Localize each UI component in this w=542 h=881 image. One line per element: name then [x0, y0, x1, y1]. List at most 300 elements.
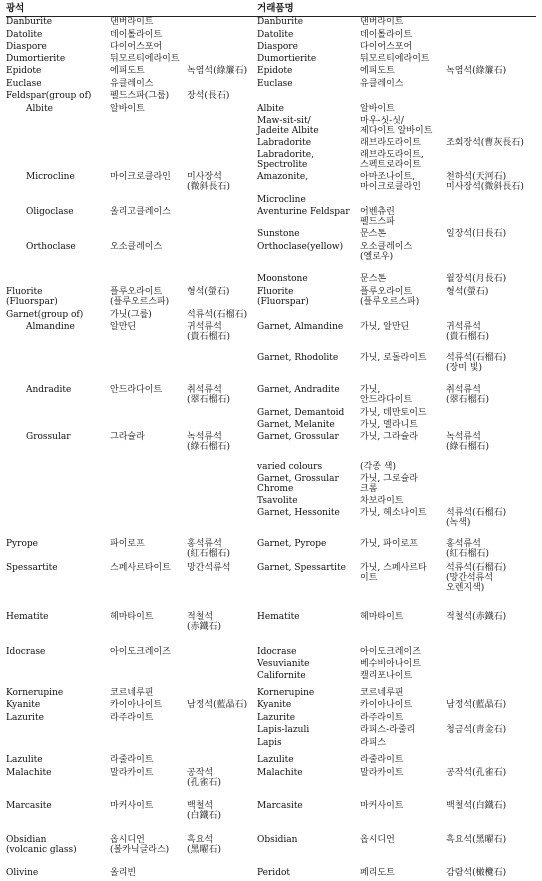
trade-chinese-name — [446, 116, 536, 138]
table-row — [6, 725, 536, 738]
mineral-korean-name — [110, 138, 187, 150]
mineral-chinese-name: 미사장석 (微斜長石) — [187, 171, 231, 192]
trade-name: Diaspore — [257, 41, 298, 52]
mineral-chinese-name — [187, 150, 257, 172]
mineral-korean-name: 데이톨라이트 — [110, 29, 163, 40]
table-row — [6, 54, 536, 66]
mineral-korean-name: 알만딘 — [110, 321, 137, 332]
trade-korean-name: 어벤츄린 펠드스파 — [360, 206, 395, 227]
trade-korean-name: 문스톤 — [360, 273, 387, 284]
mineral-korean-name — [110, 508, 187, 539]
trade-korean-name — [360, 195, 446, 207]
trade-chinese-name — [446, 150, 536, 172]
trade-korean-name: 아이도크레이즈 — [360, 646, 421, 657]
mineral-chinese-name — [187, 713, 257, 725]
trade-name: Marcasite — [257, 800, 303, 811]
trade-name: varied colours — [257, 461, 323, 472]
mineral-name — [6, 671, 110, 688]
trade-korean-name: 에피도트 — [360, 65, 395, 76]
mineral-chinese-name: 망간석류석 — [187, 562, 231, 573]
mineral-chinese-name — [187, 671, 257, 688]
trade-korean-name: 베수비아나이트 — [360, 658, 421, 669]
trade-name: Garnet, Grossular — [257, 431, 339, 442]
trade-korean-name — [360, 310, 446, 322]
mineral-name: Obsidian (volcanic glass) — [6, 834, 77, 855]
table-row — [6, 659, 536, 671]
table-row — [6, 496, 536, 508]
trade-korean-name: 라줄라이트 — [360, 754, 404, 765]
mineral-korean-name: 헤마타이트 — [110, 611, 154, 622]
trade-korean-name: 마커사이트 — [360, 800, 404, 811]
trade-korean-name: 다이어스포어 — [360, 41, 413, 52]
trade-chinese-name — [446, 79, 536, 91]
mineral-chinese-name — [187, 474, 257, 496]
mineral-chinese-name: 공작석 (孔雀石) — [187, 767, 222, 788]
table-row — [6, 700, 536, 713]
trade-korean-name: 가닛, 알만딘 — [360, 321, 410, 332]
mineral-chinese-name — [187, 79, 257, 91]
mineral-chinese-name — [187, 647, 257, 659]
trade-korean-name: 가닛, 안드라다이트 — [360, 384, 413, 405]
trade-korean-name: 옵시디언 — [360, 834, 395, 845]
mineral-name — [6, 116, 110, 138]
trade-name: Garnet, Almandine — [257, 321, 344, 332]
trade-chinese-name: 월장석(月長石) — [446, 273, 507, 284]
trade-korean-name: 아마조나이트, 마이크로클라인 — [360, 171, 421, 192]
mineral-name: Pyrope — [6, 538, 38, 549]
trade-korean-name: 가닛, 로돌라이트 — [360, 352, 427, 363]
trade-chinese-name: 형석(螢石) — [446, 286, 489, 297]
table-row — [6, 563, 536, 612]
mineral-korean-name — [110, 116, 187, 138]
mineral-name — [6, 508, 110, 539]
mineral-korean-name: 뒤모르티에라이트 — [110, 53, 180, 64]
table-row — [6, 420, 536, 432]
trade-korean-name: 카이아나이트 — [360, 699, 413, 710]
mineral-name — [6, 738, 110, 755]
table-row — [6, 688, 536, 700]
trade-chinese-name: 녹석류석 (綠石榴石) — [446, 431, 490, 452]
trade-name-header: 거래품명 — [257, 4, 536, 17]
trade-chinese-name — [446, 738, 536, 755]
trade-korean-name: 라피스-라줄리 — [360, 724, 416, 735]
table-row — [6, 287, 536, 310]
mineral-chinese-name — [187, 408, 257, 420]
mineral-chinese-name: 남정석(藍晶石) — [187, 699, 248, 710]
mineral-chinese-name — [187, 508, 257, 539]
mineral-name — [6, 659, 110, 671]
table-row — [6, 242, 536, 274]
trade-chinese-name: 흑요석(黑曜石) — [446, 834, 507, 845]
trade-chinese-name: 녹염석(綠簾石) — [446, 65, 507, 76]
trade-korean-name: 가닛, 멜라니트 — [360, 419, 418, 430]
mineral-name: Olivine — [6, 867, 39, 878]
trade-korean-name: 가닛, 스페사르타 이트 — [360, 562, 427, 583]
trade-chinese-name: 청금석(靑金石) — [446, 724, 507, 735]
mineral-chinese-name — [187, 688, 257, 700]
mineral-name: Kyanite — [6, 699, 41, 710]
mineral-korean-name — [110, 274, 187, 287]
table-row — [6, 172, 536, 195]
trade-name: Peridot — [257, 867, 290, 878]
mineral-korean-name: 오소클레이스 — [110, 241, 163, 252]
table-row — [6, 539, 536, 563]
mineral-korean-name: 말라카이트 — [110, 767, 154, 778]
mineral-chinese-name — [187, 274, 257, 287]
table-row — [6, 462, 536, 474]
table-row — [6, 713, 536, 725]
trade-name: Garnet, Pyrope — [257, 538, 327, 549]
mineral-korean-name: 마이크로클라인 — [110, 171, 171, 182]
mineral-chinese-name — [187, 54, 257, 66]
mineral-name: Andradite — [26, 384, 72, 395]
trade-name: Lapis — [257, 737, 282, 748]
trade-chinese-name — [446, 54, 536, 66]
mineral-name — [6, 229, 110, 242]
mineral-name: Microcline — [26, 171, 75, 182]
mineral-name: Almandine — [26, 321, 75, 332]
trade-korean-name: 데이톨라이트 — [360, 29, 413, 40]
trade-name: Albite — [257, 103, 284, 114]
mineral-name: Idocrase — [6, 646, 46, 657]
trade-chinese-name — [446, 462, 536, 474]
table-row — [6, 647, 536, 659]
trade-korean-name: 말라카이트 — [360, 767, 404, 778]
trade-chinese-name — [446, 30, 536, 42]
mineral-name — [6, 420, 110, 432]
table-row — [6, 195, 536, 207]
trade-name — [257, 91, 360, 104]
table-row — [6, 30, 536, 42]
trade-korean-name: 라피스 — [360, 737, 387, 748]
mineral-chinese-name: 홍석류석 (紅石榴石) — [187, 538, 231, 559]
trade-chinese-name — [446, 713, 536, 725]
trade-name: Obsidian — [257, 834, 298, 845]
table-row — [6, 116, 536, 138]
mineral-name: Malachite — [6, 767, 52, 778]
table-row — [6, 322, 536, 353]
trade-name: Amazonite, — [257, 171, 309, 182]
trade-name: Hematite — [257, 611, 300, 622]
mineral-chinese-name: 취석류석 (翠石榴石) — [187, 384, 231, 405]
mineral-chinese-name — [187, 104, 257, 116]
trade-chinese-name — [446, 17, 536, 30]
mineral-chinese-name — [187, 42, 257, 54]
mineral-korean-name — [110, 659, 187, 671]
mineral-name: Kornerupine — [6, 687, 64, 698]
trade-name: Aventurine Feldspar — [257, 206, 350, 217]
mineral-korean-name — [110, 229, 187, 242]
trade-name: Euclase — [257, 78, 293, 89]
trade-chinese-name — [446, 207, 536, 229]
trade-chinese-name: 공작석(孔雀石) — [446, 767, 507, 778]
mineral-name: Hematite — [6, 611, 49, 622]
table-row — [6, 79, 536, 91]
mineral-name — [6, 274, 110, 287]
trade-name: Microcline — [257, 194, 306, 205]
mineral-chinese-name: 석류석(石榴石) — [187, 309, 248, 320]
mineral-chinese-name — [187, 229, 257, 242]
mineral-name — [6, 138, 110, 150]
table-row — [6, 868, 536, 881]
trade-korean-name: 가닛, 그로슐라 크롬 — [360, 473, 418, 494]
trade-chinese-name — [446, 91, 536, 104]
table-row — [6, 138, 536, 150]
trade-name: Garnet, Spessartite — [257, 562, 346, 573]
trade-korean-name: 래브라도라이트, 스펙트로라이트 — [360, 149, 424, 170]
trade-name: Malachite — [257, 767, 303, 778]
mineral-korean-name: 카이아나이트 — [110, 699, 163, 710]
mineral-korean-name — [110, 738, 187, 755]
trade-name: Lazurite — [257, 712, 296, 723]
mineral-korean-name: 라줄라이트 — [110, 754, 154, 765]
trade-korean-name: 문스톤 — [360, 228, 387, 239]
table-row — [6, 66, 536, 79]
trade-chinese-name — [446, 659, 536, 671]
trade-chinese-name: 귀석류석 (貴石榴石) — [446, 321, 490, 342]
trade-name: Epidote — [257, 65, 293, 76]
mineral-name — [6, 150, 110, 172]
mineral-korean-name: 펠드스파(그룹) — [110, 90, 170, 101]
table-row — [6, 91, 536, 104]
trade-name: Vesuvianite — [257, 658, 310, 669]
trade-korean-name: 댄버라이트 — [360, 17, 404, 27]
mineral-name: Lazulite — [6, 754, 43, 765]
trade-name: Tsavolite — [257, 495, 298, 506]
trade-name: Californite — [257, 670, 306, 681]
mineral-korean-name: 파이로프 — [110, 538, 145, 549]
mineral-name — [6, 725, 110, 738]
mineral-chinese-name — [187, 242, 257, 274]
mineral-chinese-name — [187, 868, 257, 881]
table-row — [6, 768, 536, 801]
mineral-korean-name: 마커사이트 — [110, 800, 154, 811]
mineral-chinese-name — [187, 738, 257, 755]
table-row — [6, 104, 536, 116]
mineral-korean-name: 아이도크레이즈 — [110, 646, 171, 657]
trade-name: Maw-sit-sit/ Jadeite Albite — [257, 115, 319, 136]
table-row — [6, 150, 536, 172]
mineral-korean-name: 스페사르타이트 — [110, 562, 171, 573]
mineral-chinese-name: 백철석 (白鐵石) — [187, 800, 222, 821]
mineral-korean-name: 유클레이스 — [110, 78, 154, 89]
mineral-korean-name: 알바이트 — [110, 103, 145, 114]
mineral-chinese-name — [187, 195, 257, 207]
trade-name: Moonstone — [257, 273, 308, 284]
mineral-name: Oligoclase — [26, 206, 74, 217]
mineral-name: Grossular — [26, 431, 71, 442]
table-row — [6, 612, 536, 647]
trade-chinese-name — [446, 647, 536, 659]
trade-korean-name: (각종 색) — [360, 461, 396, 472]
table-row — [6, 801, 536, 835]
trade-korean-name: 라주라이트 — [360, 712, 404, 723]
mineral-header: 광석 — [6, 4, 257, 17]
mineral-name — [6, 496, 110, 508]
trade-chinese-name — [446, 688, 536, 700]
mineral-chinese-name — [187, 659, 257, 671]
trade-korean-name: 캘리포나이트 — [360, 670, 413, 681]
trade-name: Kyanite — [257, 699, 292, 710]
mineral-korean-name: 에피도트 — [110, 65, 145, 76]
trade-chinese-name: 취석류석 (翠石榴石) — [446, 384, 490, 405]
trade-name: Sunstone — [257, 228, 300, 239]
table-row — [6, 353, 536, 385]
mineral-korean-name: 옵시디언 (볼카닉글라스) — [110, 834, 170, 855]
trade-name: Labradorite — [257, 137, 312, 148]
mineral-name: Albite — [26, 103, 53, 114]
mineral-korean-name: 안드라다이트 — [110, 384, 163, 395]
trade-chinese-name — [446, 195, 536, 207]
trade-korean-name: 유클레이스 — [360, 78, 404, 89]
mineral-name — [6, 353, 110, 385]
mineral-chinese-name — [187, 17, 257, 30]
trade-korean-name: 가닛, 파이로프 — [360, 538, 418, 549]
mineral-korean-name: 그라슐라 — [110, 431, 145, 442]
table-row — [6, 408, 536, 420]
trade-korean-name: 뒤모르티에라이트 — [360, 53, 430, 64]
mineral-korean-name: 가닛(그룹) — [110, 309, 152, 320]
mineral-chinese-name — [187, 462, 257, 474]
trade-korean-name: 마우-싯-싯/ 제다이트 알바이트 — [360, 115, 433, 136]
mineral-korean-name: 코르네루핀 — [110, 687, 154, 698]
mineral-name: Orthoclase — [26, 241, 76, 252]
mineral-korean-name — [110, 462, 187, 474]
trade-chinese-name: 석류석(石榴石) (녹색) — [446, 507, 507, 528]
mineral-name: Lazurite — [6, 712, 45, 723]
mineral-chinese-name: 녹석류석 (綠石榴石) — [187, 431, 231, 452]
table-row — [6, 229, 536, 242]
mineral-chinese-name — [187, 30, 257, 42]
gemstone-name-table — [6, 4, 536, 881]
mineral-chinese-name: 적철석 (赤鐵石) — [187, 611, 222, 632]
trade-chinese-name — [446, 104, 536, 116]
trade-korean-name: 알바이트 — [360, 103, 395, 114]
trade-name: Labradorite, Spectrolite — [257, 149, 314, 170]
mineral-name: Euclase — [6, 78, 42, 89]
mineral-chinese-name: 녹염석(綠簾石) — [187, 65, 248, 76]
trade-chinese-name: 석류석(石榴石) (망간석류석 오렌지색) — [446, 562, 507, 593]
mineral-chinese-name — [187, 420, 257, 432]
trade-name: Lazulite — [257, 754, 294, 765]
mineral-chinese-name — [187, 207, 257, 229]
trade-name: Kornerupine — [257, 687, 315, 698]
trade-name: Fluorite (Fluorspar) — [257, 286, 309, 307]
mineral-korean-name: 라주라이트 — [110, 712, 154, 723]
table-row — [6, 310, 536, 322]
table-row — [6, 207, 536, 229]
trade-chinese-name — [446, 242, 536, 274]
mineral-name: Dumortierite — [6, 53, 66, 64]
table-body — [6, 17, 536, 881]
table-row — [6, 17, 536, 30]
mineral-korean-name — [110, 420, 187, 432]
trade-korean-name: 가닛, 그라슐라 — [360, 431, 418, 442]
table-row — [6, 508, 536, 539]
mineral-korean-name: 다이어스포어 — [110, 41, 163, 52]
mineral-chinese-name — [187, 116, 257, 138]
mineral-name: Diaspore — [6, 41, 47, 52]
table-row — [6, 385, 536, 408]
trade-chinese-name: 천하석(天河石) 미사장석(微斜長石) — [446, 171, 524, 192]
trade-name: Dumortierite — [257, 53, 317, 64]
table-row — [6, 274, 536, 287]
mineral-korean-name — [110, 725, 187, 738]
table-row — [6, 835, 536, 868]
trade-name: Garnet, Melanite — [257, 419, 335, 430]
mineral-korean-name — [110, 474, 187, 496]
trade-chinese-name — [446, 496, 536, 508]
mineral-korean-name — [110, 195, 187, 207]
mineral-korean-name: 올리고클레이스 — [110, 206, 171, 217]
mineral-name: Marcasite — [6, 800, 52, 811]
trade-name: Datolite — [257, 29, 294, 40]
trade-korean-name: 헤마타이트 — [360, 611, 404, 622]
mineral-chinese-name: 귀석류석 (貴石榴石) — [187, 321, 231, 342]
trade-chinese-name: 남정석(藍晶石) — [446, 699, 507, 710]
mineral-name — [6, 408, 110, 420]
trade-name — [257, 310, 360, 322]
trade-chinese-name: 백철석(白鐵石) — [446, 800, 507, 811]
trade-chinese-name: 감람석(橄欖石) — [446, 867, 507, 878]
trade-chinese-name: 일장석(日長石) — [446, 228, 507, 239]
trade-korean-name: 래브라도라이트 — [360, 137, 421, 148]
trade-chinese-name: 조회장석(曹灰長石) — [446, 137, 524, 148]
mineral-chinese-name — [187, 755, 257, 768]
trade-name: Garnet, Andradite — [257, 384, 340, 395]
mineral-name: Feldspar(group of) — [6, 90, 92, 101]
mineral-korean-name — [110, 353, 187, 385]
header-row — [6, 4, 536, 17]
trade-chinese-name: 석류석(石榴石) (장미 빛) — [446, 352, 507, 373]
trade-chinese-name — [446, 474, 536, 496]
trade-korean-name: 코르네루핀 — [360, 687, 404, 698]
trade-chinese-name — [446, 310, 536, 322]
mineral-chinese-name — [187, 496, 257, 508]
mineral-name: Epidote — [6, 65, 42, 76]
trade-name: Idocrase — [257, 646, 297, 657]
mineral-korean-name: 댄버라이트 — [110, 17, 154, 27]
trade-chinese-name — [446, 420, 536, 432]
mineral-name: Garnet(group of) — [6, 309, 84, 320]
trade-name: Garnet, Rhodolite — [257, 352, 339, 363]
mineral-name: Fluorite (Fluorspar) — [6, 286, 58, 307]
trade-chinese-name — [446, 42, 536, 54]
mineral-korean-name — [110, 408, 187, 420]
trade-korean-name: 차보라이트 — [360, 495, 404, 506]
table-row — [6, 755, 536, 768]
trade-name: Garnet, Grossular Chrome — [257, 473, 339, 494]
mineral-chinese-name — [187, 725, 257, 738]
trade-chinese-name — [446, 408, 536, 420]
trade-chinese-name: 적철석(赤鐵石) — [446, 611, 507, 622]
trade-name: Orthoclase(yellow) — [257, 241, 344, 252]
trade-korean-name: 가닛, 데만토이드 — [360, 407, 427, 418]
table-row — [6, 738, 536, 755]
mineral-chinese-name: 형석(螢石) — [187, 286, 230, 297]
trade-name: Danburite — [257, 17, 304, 27]
table-row — [6, 42, 536, 54]
mineral-chinese-name: 흑요석 (黑曜石) — [187, 834, 222, 855]
mineral-name: Datolite — [6, 29, 43, 40]
trade-korean-name: 가닛, 헤소나이트 — [360, 507, 427, 518]
table-row — [6, 432, 536, 462]
mineral-name — [6, 195, 110, 207]
trade-korean-name — [360, 91, 446, 104]
trade-name: Garnet, Hessonite — [257, 507, 340, 518]
mineral-name: Spessartite — [6, 562, 58, 573]
trade-korean-name: 페리도트 — [360, 867, 395, 878]
